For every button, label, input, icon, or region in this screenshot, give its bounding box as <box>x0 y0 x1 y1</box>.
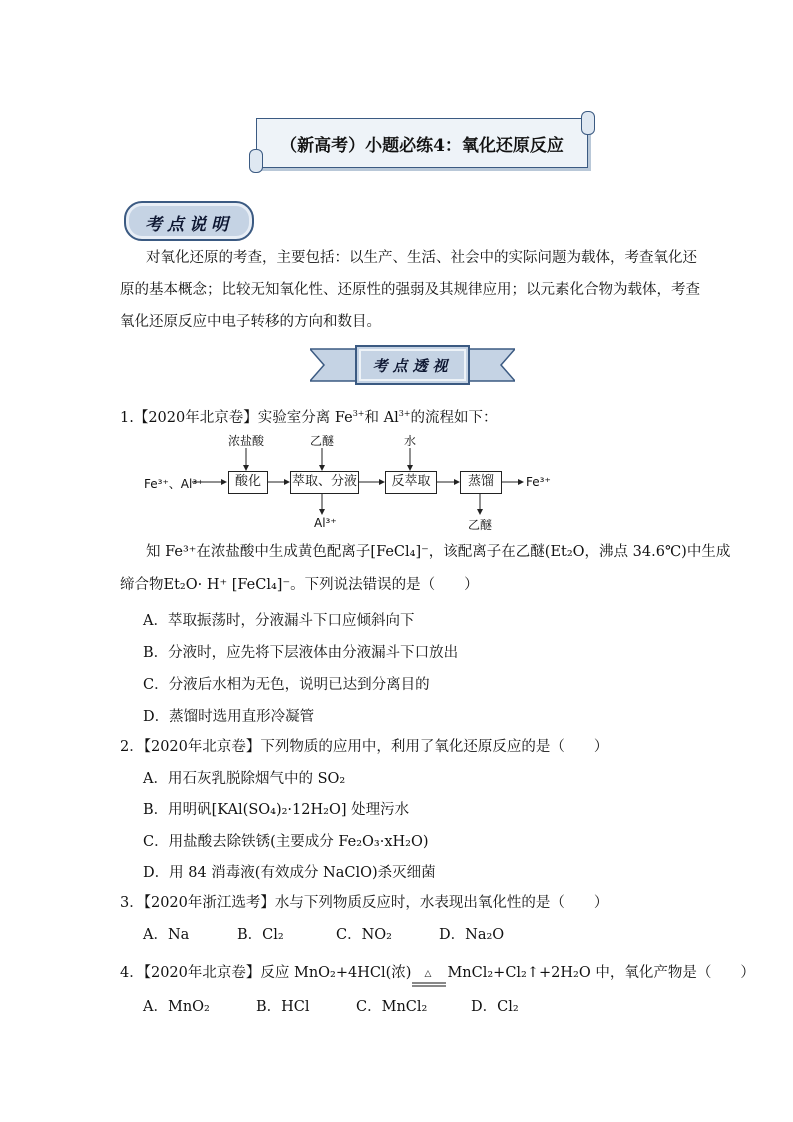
intro-line-1: 对氧化还原的考查，主要包括：以生产、生活、社会中的实际问题为载体，考查氧化还 <box>146 250 697 266</box>
flow-output-label: Fe³⁺ <box>526 475 551 489</box>
q2-option-a: A．用石灰乳脱除烟气中的 SO₂ <box>143 771 346 787</box>
q1-stem-text: 1.【2020年北京卷】实验室分离 Fe <box>120 410 353 426</box>
q1-option-c: C．分液后水相为无色，说明已达到分离目的 <box>143 677 430 693</box>
q1-stem-text: 和 Al <box>364 410 399 426</box>
flow-reagent-1: 浓盐酸 <box>228 434 265 448</box>
flow-box-extract: 萃取、分液 <box>290 471 359 494</box>
q1-info-line-1: 知 Fe³⁺在浓盐酸中生成黄色配离子[FeCl₄]⁻，该配离子在乙醚(Et₂O，沸点 34.6℃)中生成 <box>146 544 731 560</box>
flowchart <box>140 430 580 530</box>
q4-option-b: B．HCl <box>256 999 310 1015</box>
flow-box-distill: 蒸馏 <box>460 471 502 494</box>
q4-option-a: A．MnO₂ <box>143 999 210 1015</box>
flow-byproduct-2: 乙醚 <box>468 518 493 532</box>
page-title: （新高考）小题必练4：氧化还原反应 <box>280 136 564 156</box>
flow-box-back-extract: 反萃取 <box>385 471 437 494</box>
q4-option-d: D．Cl₂ <box>471 999 519 1015</box>
q2-option-c: C．用盐酸去除铁锈(主要成分 Fe₂O₃·xH₂O) <box>143 834 429 850</box>
q1-stem-text: 的流程如下： <box>410 410 498 426</box>
section-badge-kaodian-shuoming <box>124 201 254 241</box>
flow-byproduct-1: Al³⁺ <box>314 516 337 530</box>
q1-option-b: B．分液时，应先将下层液体由分液漏斗下口放出 <box>143 645 459 661</box>
q2-stem: 2．【2020年北京卷】下列物质的应用中，利用了氧化还原反应的是（ ） <box>120 739 609 755</box>
q3-option-a: A．Na <box>143 927 190 943</box>
flow-input-label: Fe³⁺、Al³⁺ <box>144 477 204 491</box>
section-badge-label: 考点说明 <box>145 215 233 235</box>
q1-sup: 3+ <box>398 409 411 418</box>
q3-option-c: C．NO₂ <box>336 927 392 943</box>
intro-line-3: 氧化还原反应中电子转移的方向和数目。 <box>120 314 381 330</box>
flow-box-acidify: 酸化 <box>228 471 268 494</box>
q1-option-a: A．萃取振荡时，分液漏斗下口应倾斜向下 <box>143 613 415 629</box>
q4-stem-text: 4．【2020年北京卷】反应 MnO₂+4HCl(浓) <box>120 965 412 981</box>
title-banner <box>256 118 588 168</box>
flow-reagent-3: 水 <box>404 434 417 448</box>
q1-option-d: D．蒸馏时选用直形冷凝管 <box>143 709 315 725</box>
equals-sign <box>411 980 447 990</box>
flow-arrows <box>140 430 580 530</box>
q4-option-c: C．MnCl₂ <box>356 999 428 1015</box>
heating-symbol: △ <box>424 969 432 979</box>
q3-option-d: D．Na₂O <box>439 927 505 943</box>
section-badge-kaodian-toushi <box>310 345 515 385</box>
q1-info-line-2: 缔合物Et₂O· H⁺ [FeCl₄]⁻。下列说法错误的是（ ） <box>120 577 479 593</box>
q2-option-b: B．用明矾[KAl(SO₄)₂·12H₂O] 处理污水 <box>143 802 410 818</box>
q1-sup: 3+ <box>352 409 365 418</box>
intro-line-2: 原的基本概念；比较无知氧化性、还原性的强弱及其规律应用；以元素化合物为载体，考查 <box>120 282 700 298</box>
flow-reagent-2: 乙醚 <box>310 434 335 448</box>
section-badge-label: 考点透视 <box>372 357 453 375</box>
q3-option-b: B．Cl₂ <box>237 927 284 943</box>
q4-stem-text: MnCl₂+Cl₂↑+2H₂O 中，氧化产物是（ ） <box>447 965 755 981</box>
q2-option-d: D．用 84 消毒液(有效成分 NaClO)杀灭细菌 <box>143 865 436 881</box>
q1-stem <box>120 405 498 427</box>
q3-stem: 3．【2020年浙江选考】水与下列物质反应时，水表现出氧化性的是（ ） <box>120 895 609 911</box>
q4-stem <box>120 964 755 982</box>
